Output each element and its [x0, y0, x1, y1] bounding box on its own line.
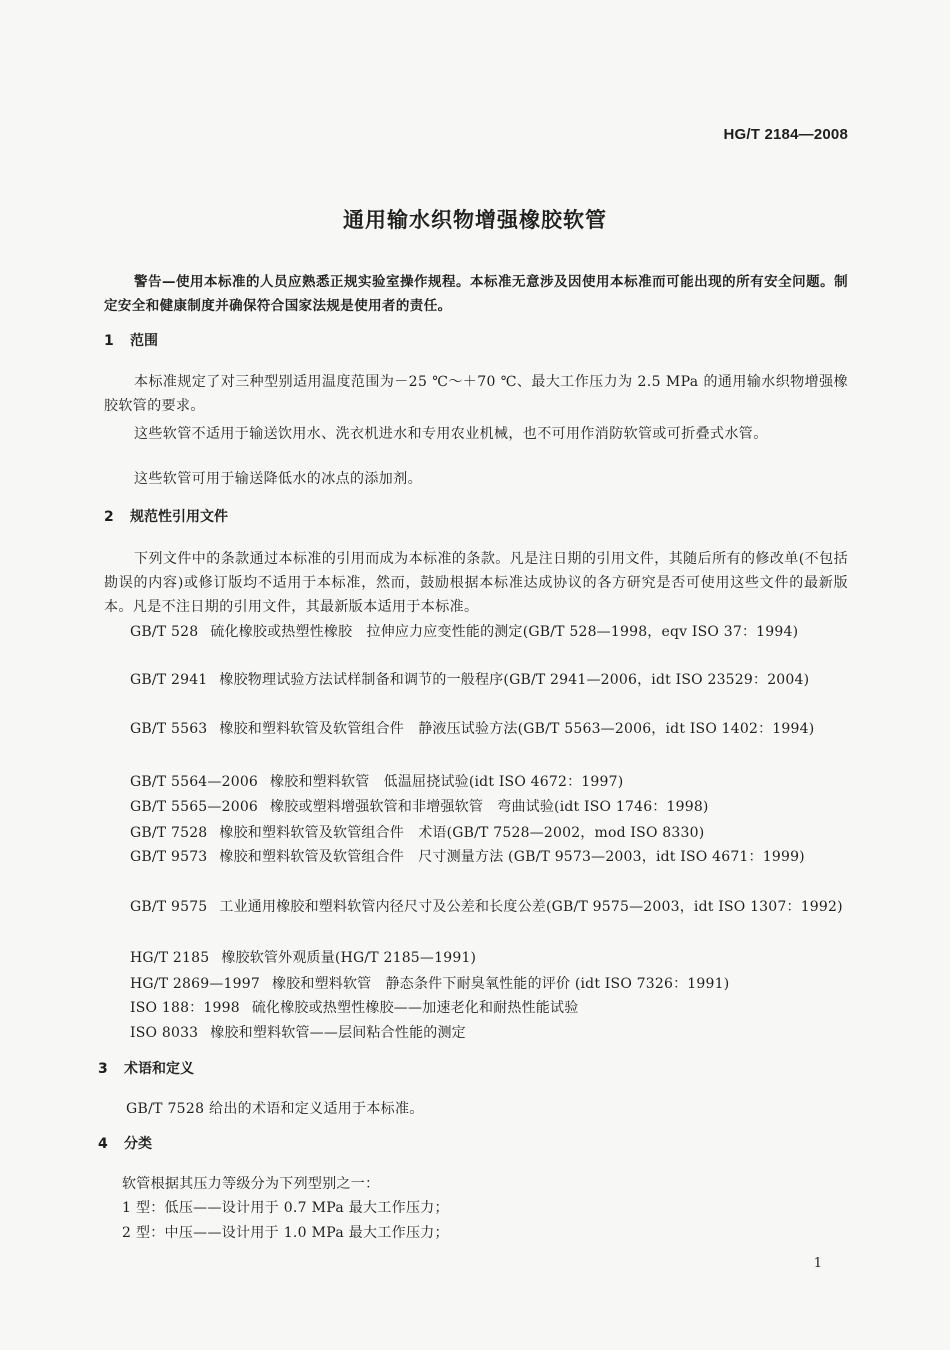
section-title: 规范性引用文件 — [130, 509, 228, 525]
reference-code: HG/T 2869—1997 — [130, 976, 260, 992]
section-number: 4 — [98, 1136, 108, 1152]
reference-item — [98, 895, 843, 919]
section-title: 范围 — [130, 333, 158, 349]
reference-text: 橡胶和塑料软管——层间粘合性能的测定 — [210, 1025, 466, 1041]
classification-type-1: 1 型：低压——设计用于 0.7 MPa 最大工作压力； — [122, 1200, 449, 1216]
classification-type-2: 2 型：中压——设计用于 1.0 MPa 最大工作压力； — [122, 1225, 449, 1241]
reference-item — [98, 668, 843, 692]
section-heading-classification — [98, 1133, 152, 1153]
scope-paragraph-1: 本标准规定了对三种型别适用温度范围为－25 ℃～＋70 ℃、最大工作压力为 2.5 MPa 的通用输水织物增强橡胶软管的要求。 — [104, 374, 848, 414]
classification-intro: 软管根据其压力等级分为下列型别之一： — [122, 1176, 380, 1192]
reference-code: GB/T 5563 — [130, 721, 208, 737]
reference-text: 橡胶和塑料软管及软管组合件 术语(GB/T 7528—2002，mod ISO 8330) — [219, 825, 705, 841]
warning-paragraph: 警告—使用本标准的人员应熟悉正规实验室操作规程。本标准无意涉及因使用本标准而可能出现的所有安全问题。制定安全和健康制度并确保符合国家法规是使用者的责任。 — [104, 274, 848, 314]
reference-text: 橡胶和塑料软管 低温屈挠试验(idt ISO 4672：1997) — [270, 774, 624, 790]
reference-code: GB/T 7528 — [130, 825, 208, 841]
reference-text: 橡胶或塑料增强软管和非增强软管 弯曲试验(idt ISO 1746：1998) — [270, 799, 709, 815]
section-number: 3 — [98, 1061, 108, 1077]
reference-code: GB/T 5565—2006 — [130, 799, 259, 815]
reference-item — [98, 770, 843, 794]
reference-code: GB/T 2941 — [130, 672, 208, 688]
reference-item — [98, 717, 843, 741]
scope-paragraph-3: 这些软管可用于输送降低水的冰点的添加剂。 — [134, 471, 422, 487]
section-heading-normative — [104, 506, 228, 526]
section-heading-scope — [104, 330, 158, 350]
reference-item — [98, 821, 843, 845]
section-number: 2 — [104, 509, 114, 525]
reference-text: 硫化橡胶或热塑性橡胶 拉伸应力应变性能的测定(GB/T 528—1998，eqv ISO 37：1994) — [210, 624, 799, 640]
section-title: 分类 — [124, 1136, 152, 1152]
section-title: 术语和定义 — [124, 1061, 194, 1077]
reference-text: 橡胶和塑料软管 静态条件下耐臭氧性能的评价 (idt ISO 7326：1991) — [271, 976, 730, 992]
reference-code: GB/T 9575 — [130, 899, 208, 915]
reference-code: ISO 8033 — [130, 1025, 199, 1041]
section-heading-terms — [98, 1058, 194, 1078]
reference-text: 橡胶和塑料软管及软管组合件 尺寸测量方法 (GB/T 9573—2003，idt ISO 4671：1999) — [219, 849, 805, 865]
reference-text: 橡胶软管外观质量(HG/T 2185—1991) — [221, 950, 477, 966]
reference-item — [98, 845, 843, 869]
reference-text: 工业通用橡胶和塑料软管内径尺寸及公差和长度公差(GB/T 9575—2003，idt ISO 1307：1992) — [219, 899, 843, 915]
terms-text: GB/T 7528 给出的术语和定义适用于本标准。 — [126, 1101, 424, 1117]
reference-code: GB/T 5564—2006 — [130, 774, 259, 790]
reference-code: HG/T 2185 — [130, 950, 210, 966]
reference-item — [98, 946, 843, 970]
reference-item — [98, 996, 843, 1020]
standard-code: HG/T 2184—2008 — [723, 126, 848, 143]
document-title: 通用输水织物增强橡胶软管 — [343, 208, 607, 232]
reference-text: 橡胶物理试验方法试样制备和调节的一般程序(GB/T 2941—2006，idt ISO 23529：2004) — [219, 672, 810, 688]
page-number: 1 — [813, 1256, 822, 1271]
reference-code: GB/T 528 — [130, 624, 199, 640]
reference-item — [98, 972, 843, 996]
scope-paragraph-2: 这些软管不适用于输送饮用水、洗衣机进水和专用农业机械，也不可用作消防软管或可折叠式水管。 — [134, 426, 768, 442]
normative-intro: 下列文件中的条款通过本标准的引用而成为本标准的条款。凡是注日期的引用文件，其随后所有的修改单(不包括勘误的内容)或修订版均不适用于本标准，然而，鼓励根据本标准达成协议的各方研究是否可使用这些文件的最新版本。凡是不注日期的引用文件，其最新版本适用于本标准。 — [104, 551, 848, 615]
reference-text: 橡胶和塑料软管及软管组合件 静液压试验方法(GB/T 5563—2006，idt ISO 1402：1994) — [219, 721, 815, 737]
reference-item — [98, 795, 843, 819]
reference-code: GB/T 9573 — [130, 849, 208, 865]
section-number: 1 — [104, 333, 114, 349]
reference-code: ISO 188：1998 — [130, 1000, 240, 1016]
reference-item — [98, 1021, 843, 1045]
reference-text: 硫化橡胶或热塑性橡胶——加速老化和耐热性能试验 — [251, 1000, 579, 1016]
reference-item — [98, 620, 843, 644]
